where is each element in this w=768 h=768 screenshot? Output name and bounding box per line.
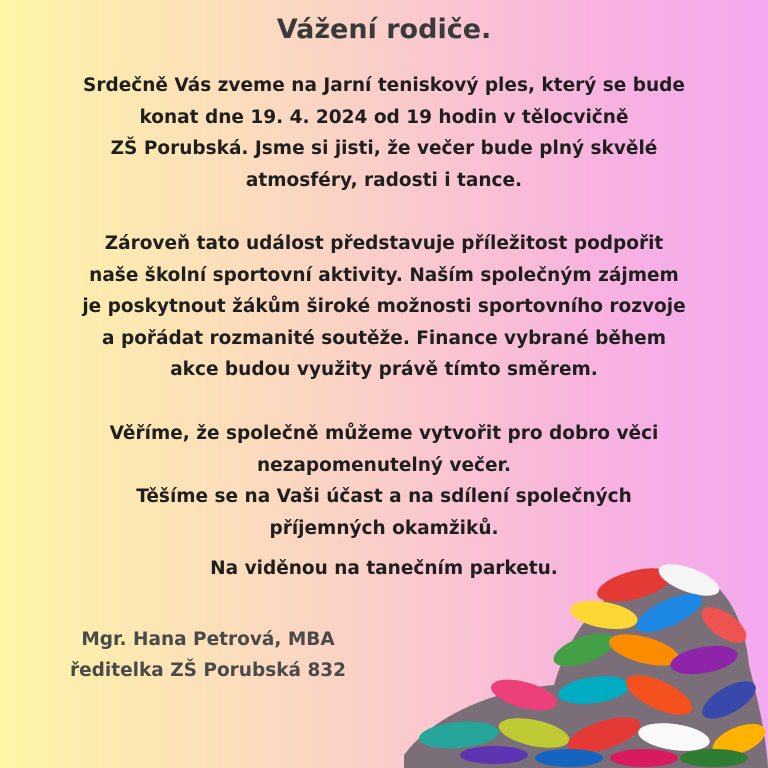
text-line: Srdečně Vás zveme na Jarní teniskový ples, který se bude (83, 75, 685, 96)
text-line: naše školní sportovní aktivity. Naším společným zájmem (89, 264, 679, 286)
hope-paragraph (30, 418, 738, 544)
signature-block (70, 624, 346, 686)
signature-role: ředitelka ZŠ Porubská 832 (70, 660, 347, 681)
invitation-paragraph (30, 70, 738, 196)
text-line: atmosféry, radosti i tance. (245, 169, 523, 191)
text-line: Zároveň tato událost představuje příležitost podpořit (104, 233, 664, 254)
sneaker-pile-illustration (404, 555, 768, 768)
text-line: ZŠ Porubská. Jsme si jisti, že večer bude plný skvělé (110, 138, 658, 159)
purpose-paragraph (30, 228, 738, 386)
text-line: Věříme, že společně můžeme vytvořit pro dobro věci (109, 423, 659, 444)
text-line: a pořádat rozmanité soutěže. Finance vybrané během (102, 327, 666, 349)
page-title: Vážení rodiče. (276, 14, 492, 45)
text-line: Těšíme se na Vaši účast a na sdílení společných (136, 486, 632, 507)
signature-name: Mgr. Hana Petrová, MBA (81, 629, 335, 650)
text-line: příjemných okamžiků. (269, 517, 499, 539)
text-line: nezapomenutelný večer. (256, 454, 512, 476)
text-line: akce budou využity právě tímto směrem. (170, 359, 598, 380)
text-line: je poskytnout žákům široké možnosti sportovního rozvoje (82, 296, 686, 317)
sneaker-pile (404, 558, 768, 768)
closing-line: Na viděnou na tanečním parketu. (210, 558, 558, 579)
text-line: konat dne 19. 4. 2024 od 19 hodin v tělocvičně (139, 106, 629, 128)
